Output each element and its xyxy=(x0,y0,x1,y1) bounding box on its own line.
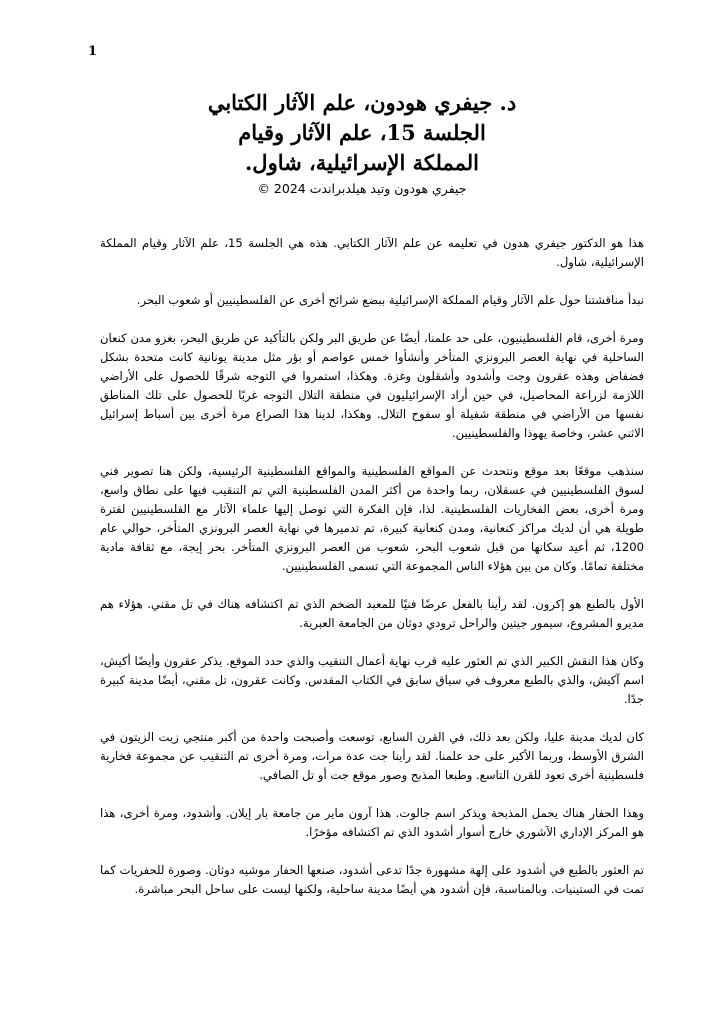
page-number: 1 xyxy=(88,44,98,59)
paragraph-intro: هذا هو الدكتور جيفري هدون في تعليمه عن علم الآثار الكتابي. هذه هي الجلسة 15، علم الآثار وقيام المملكة الإسرائيلية، شاول. xyxy=(100,236,644,269)
paragraph: الأول بالطبع هو إكرون. لقد رأينا بالفعل عرضًا فنيًا للمعبد الضخم الذي تم اكتشافه هناك في تل مقني. هؤلاء هم مديرو المشروع، سيمور جيتين والراحل ترودي دوثان من الجامعة العبرية. xyxy=(100,597,644,630)
paragraph: وهذا الحفار هناك يحمل المذبحة ويذكر اسم جالوت. هذا آرون ماير من جامعة بار إيلان. وأشدود، ومرة أخرى، هذا هو المركز الإداري الآشوري خارج أسوار أشدود الذي تم اكتشافه مؤخرًا. xyxy=(100,806,644,839)
paragraph: ومرة أخرى، قام الفلسطينيون، على حد علمنا، أيضًا عن طريق البر ولكن بالتأكيد عن طريق البحر، بغزو مدن كنعان الساحلية في نهاية العصر البرونزي المتأخر وأنشأوا خمس عواصم أو بؤر مثل مدينة يونانية كانت متحدة بشكل فضفاض وهذه عقرون وجت وأشدود وأشقلون وغزة. وهكذا، استمروا في التوجه شرقًا للحصول على الأراضي اللازمة لزراعة المحاصيل، في حين أراد الإسرائيليون في منطقة التلال التوجه غربًا للحصول على تلك المناطق نفسها من الأراضي في منطقة شفيلة أو سفوح التلال. وهكذا، لدينا هذا الصراع مرة أخرى بين أسباط إسرائيل الاثني عشر، وخاصة يهوذا والفلسطينيين. xyxy=(100,331,644,440)
title-line-2: الجلسة 15، علم الآثار وقيام xyxy=(238,120,486,145)
title-line-1: د. جيفري هودون، علم الآثار الكتابي xyxy=(207,90,517,115)
paragraph: نبدأ مناقشتنا حول علم الآثار وقيام المملكة الإسرائيلية ببضع شرائح أخرى عن الفلسطينيين أو شعوب البحر. xyxy=(136,293,644,307)
document-body xyxy=(100,234,644,918)
document-header xyxy=(96,88,628,198)
copyright-line: جيفري هودون وتيد هيلدبراندت 2024 © xyxy=(257,181,467,196)
paragraph: تم العثور بالطبع في أشدود على إلهة مشهورة جدًا تدعى أشدود، صنعها الحفار موشيه دوثان. وصورة للحفريات كما تمت في الستينيات. وبالمناسبة، فإن أشدود هي أيضًا مدينة ساحلية، ولكنها ليست على ساحل البحر مباشرة. xyxy=(100,863,644,896)
paragraph: كان لديك مدينة عليا، ولكن بعد ذلك، في القرن السابع، توسعت وأصبحت واحدة من أكبر منتجي زيت الزيتون في الشرق الأوسط، وربما الأكبر على حد علمنا. لقد رأينا جت عدة مرات، ومرة أخرى تم التنقيب عن مجموعة فخارية فلسطينية أخرى تعود للقرن التاسع. وطبعا المذبح وصور موقع جت أو تل الصافي. xyxy=(100,730,644,782)
paragraph: وكان هذا النقش الكبير الذي تم العثور عليه قرب نهاية أعمال التنقيب والذي حدد الموقع. يذكر عقرون وأيضًا أكيش، اسم آكيش، والذي بالطبع معروف في سياق سابق في الكتاب المقدس. وكانت عقرون، تل مقني، أيضًا مدينة كبيرة جدًا. xyxy=(100,654,644,706)
title-line-3: المملكة الإسرائيلية، شاول. xyxy=(245,150,479,175)
paragraph: سنذهب موقعًا بعد موقع ونتحدث عن المواقع الفلسطينية والمواقع الفلسطينية الرئيسية، ولكن هنا تصوير فني لسوق الفلسطينيين في عسقلان، ربما واحدة من أكثر المدن الفلسطينية التي تم التنقيب فيها على نطاق واسع، ومرة أخرى، بعض الفخاريات الفلسطينية. لذا، فإن الفكرة التي توصل إليها علماء الآثار مع الفلسطينيين لفترة طويلة هي أن لديك مراكز كنعانية، ومدن كنعانية كبيرة، تم تدميرها في نهاية العصر البرونزي المتأخر، حوالي عام 1200، ثم أعيد سكانها من قبل شعوب البحر، شعوب من العصر البرونزي المتأخر. بحر إيجة، مع ثقافة مادية مختلفة تمامًا. وكان من بين هؤلاء الناس المجموعة التي تسمى الفلسطينيين. xyxy=(100,464,644,573)
